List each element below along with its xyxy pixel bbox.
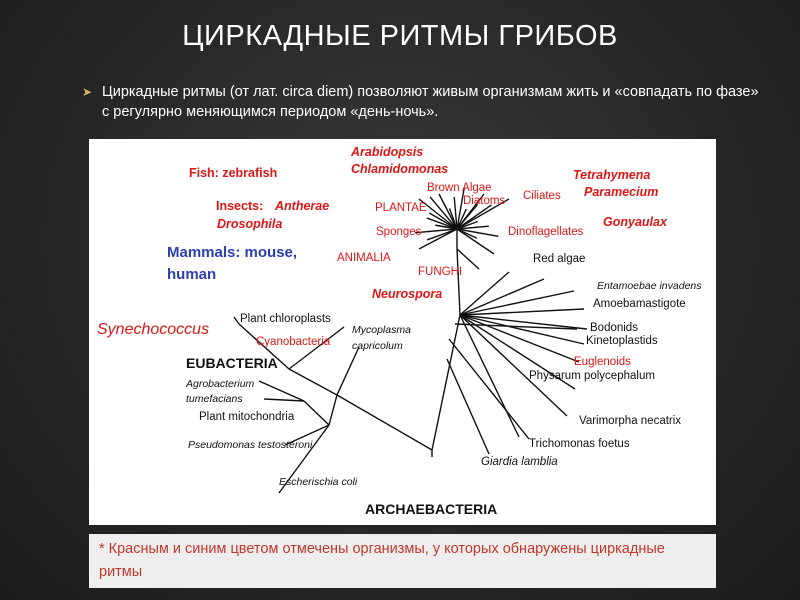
slide-title: ЦИРКАДНЫЕ РИТМЫ ГРИБОВ (182, 20, 618, 52)
tree-label-insects: Insects: (216, 199, 264, 213)
tree-label-giardia: Giardia lamblia (481, 456, 558, 468)
tree-branch (460, 272, 509, 315)
tree-branch (432, 315, 460, 450)
tree-label-fungi: FUNGHI (418, 266, 463, 278)
tree-label-sponges: Sponges (376, 226, 422, 238)
tree-branch (289, 327, 344, 369)
bullet-marker-icon: ➤ (82, 85, 93, 99)
tree-label-escherichia: Escherischia coli (279, 476, 358, 488)
phylogenetic-tree-panel (89, 139, 716, 525)
tree-label-animalia: ANIMALIA (337, 252, 391, 264)
tree-branch (457, 249, 460, 315)
tree-label-plant-chloroplasts: Plant chloroplasts (240, 313, 331, 325)
tree-label-eubacteria: EUBACTERIA (186, 355, 278, 371)
tree-label-fish: Fish: zebrafish (189, 166, 278, 180)
tree-label-tumefacians: tumefacians (186, 393, 243, 405)
tree-branch (460, 279, 544, 315)
tree-label-antherae: Antherae (275, 199, 330, 213)
tree-label-amoebamastigote: Amoebamastigote (593, 298, 686, 310)
tree-label-plant-mitochondria: Plant mitochondria (199, 411, 295, 423)
tree-label-agrobacterium: Agrobacterium (186, 378, 255, 390)
tree-branch (234, 317, 239, 324)
tree-label-pseudomonas: Pseudomonas testosteroni (188, 439, 313, 451)
tree-branch (460, 315, 567, 416)
tree-label-cyanobacteria: Cyanobacteria (256, 336, 331, 348)
tree-branch (304, 401, 329, 425)
tree-branch (337, 395, 432, 450)
tree-label-mycoplasma: Mycoplasma (352, 324, 411, 336)
tree-label-euglenoids: Euglenoids (574, 356, 631, 368)
bullet-paragraph (84, 82, 764, 122)
tree-label-entamoebae: Entamoebae invadens (597, 280, 702, 292)
tree-label-capricolum: capricolum (352, 340, 403, 352)
tree-label-ciliates: Ciliates (523, 190, 561, 202)
tree-label-diatoms: Diatoms (463, 195, 506, 207)
tree-label-kinetoplastids: Kinetoplastids (586, 335, 658, 347)
tree-branch (259, 381, 304, 401)
tree-label-arabidopsis: Arabidopsis (351, 145, 424, 159)
tree-label-gonyaulax: Gonyaulax (603, 215, 667, 229)
tree-label-synechococcus: Synechococcus (97, 321, 210, 338)
tree-label-red-algae: Red algae (533, 253, 586, 265)
tree-label-human: human (167, 266, 217, 283)
tree-branch (447, 359, 489, 454)
tree-label-neurospora: Neurospora (372, 287, 443, 301)
tree-label-chlamidomonas: Chlamidomonas (351, 162, 449, 176)
legend-note: * Красным и синим цветом отмечены организмы, у которых обнаружены циркадные ритмы (89, 534, 716, 588)
tree-label-varimorpha: Varimorpha necatrix (579, 415, 682, 427)
tree-branch (460, 291, 574, 315)
tree-label-tetrahymena: Tetrahymena (573, 168, 651, 182)
tree-branch (289, 369, 337, 395)
tree-labels (97, 145, 702, 517)
tree-label-physarum: Physarum polycephalum (529, 370, 655, 382)
tree-label-dinoflagellates: Dinoflagellates (508, 226, 584, 238)
tree-branch (329, 395, 337, 425)
tree-label-plantae: PLANTAE (375, 202, 427, 214)
tree-label-brown-algae: Brown Algae (427, 182, 492, 194)
tree-label-trichomonas: Trichomonas foetus (529, 438, 630, 450)
phylogenetic-tree (89, 139, 716, 525)
tree-branch (264, 399, 304, 401)
tree-label-archaebacteria: ARCHAEBACTERIA (365, 501, 498, 517)
tree-label-paramecium: Paramecium (584, 185, 659, 199)
tree-label-mammals: Mammals: mouse, (167, 244, 298, 261)
tree-label-bodonids: Bodonids (590, 322, 638, 334)
tree-branch (460, 309, 584, 315)
bullet-text: Циркадные ритмы (от лат. circa diem) позволяют живым организмам жить и «совпадать по фазе» с регулярно меняющимся периодом «день-ночь». (102, 84, 759, 120)
tree-branch (337, 347, 359, 395)
tree-label-drosophila: Drosophila (217, 217, 283, 231)
